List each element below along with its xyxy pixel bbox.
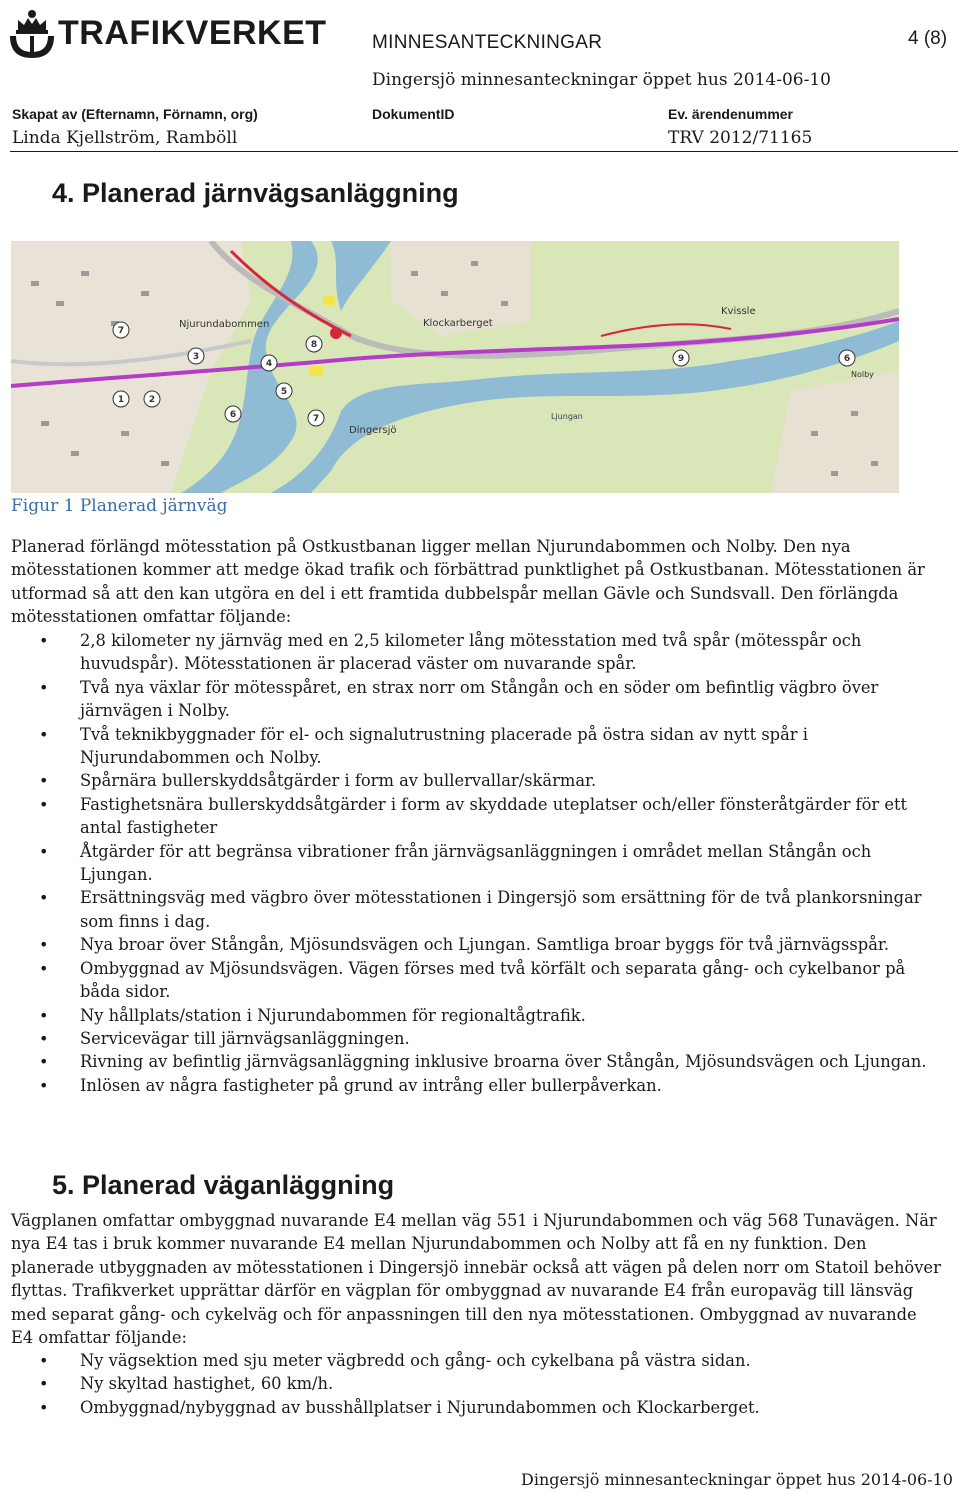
list-item: • Inlösen av några fastigheter på grund av intrång eller bullerpåverkan. — [11, 1074, 941, 1097]
list-item: • Ersättningsväg med vägbro över mötesstationen i Dingersjö som ersättning för de två plankorsningar som finns i dag. — [11, 886, 941, 933]
svg-text:7: 7 — [117, 326, 125, 336]
map-label-njurundabommen: Njurundabommen — [179, 319, 270, 330]
map-marker — [673, 350, 689, 366]
logo-wordmark: TRAFIKVERKET — [58, 14, 327, 52]
list-item: • Rivning av befintlig järnvägsanläggning inklusive broarna över Stångån, Mjösundsvägen och Ljungan. — [11, 1050, 941, 1073]
document-type: MINNESANTECKNINGAR — [372, 32, 603, 53]
map-marker — [188, 348, 204, 364]
map-label-dingersjo: Dingersjö — [349, 425, 397, 436]
list-item: • Ombyggnad/nybyggnad av busshållplatser i Njurundabommen och Klockarberget. — [11, 1396, 941, 1419]
map-marker — [113, 391, 129, 407]
railway-map-image — [11, 241, 899, 493]
svg-text:9: 9 — [677, 354, 685, 364]
svg-text:4: 4 — [265, 359, 273, 369]
svg-text:5: 5 — [280, 387, 288, 397]
created-by-label: Skapat av (Efternamn, Förnamn, org) — [12, 106, 258, 122]
map-label-nolby: Nolby — [851, 370, 874, 379]
list-item: • Fastighetsnära bullerskyddsåtgärder i form av skyddade uteplatser och/eller fönsteråtgärder för ett antal fastigheter — [11, 793, 941, 840]
list-item: • Nya broar över Stångån, Mjösundsvägen och Ljungan. Samtliga broar byggs för två järnvägsspår. — [11, 933, 941, 956]
case-number-label: Ev. ärendenummer — [668, 106, 794, 122]
list-item: • Servicevägar till järnvägsanläggningen. — [11, 1027, 941, 1050]
section-4-list — [11, 629, 941, 1097]
document-id-label: DokumentID — [372, 106, 455, 122]
page-footer: Dingersjö minnesanteckningar öppet hus 2014-06-10 — [521, 1470, 953, 1489]
section-5-list — [11, 1349, 941, 1419]
map-marker — [261, 355, 277, 371]
list-item: • Spårnära bullerskyddsåtgärder i form av bullervallar/skärmar. — [11, 769, 941, 792]
svg-text:8: 8 — [310, 340, 318, 350]
svg-text:2: 2 — [148, 395, 156, 405]
svg-text:3: 3 — [192, 352, 200, 362]
section-4-title: Planerad järnvägsanläggning — [82, 178, 459, 208]
header-divider — [10, 151, 958, 152]
map-label-ljungan: Ljungan — [551, 412, 583, 421]
list-item: • Åtgärder för att begränsa vibrationer från järnvägsanläggningen i området mellan Stångån och Ljungan. — [11, 840, 941, 887]
list-item: • Ny vägsektion med sju meter vägbredd och gång- och cykelbana på västra sidan. — [11, 1349, 941, 1372]
section-4-intro: Planerad förlängd mötesstation på Ostkustbanan ligger mellan Njurundabommen och Nolby. Den nya mötesstationen kommer att medge ökad trafik och förbättrad punktlighet på Ostkustbanan. Mötesstationen är utformad så att den kan utgöra en del i ett framtida dubbelspår mellan Gävle och Sundsvall. Den förlängda mötesstationen omfattar följande: — [11, 537, 925, 627]
map-marker — [839, 350, 855, 366]
svg-text:6: 6 — [843, 354, 851, 364]
list-item: • Två nya växlar för mötesspåret, en strax norr om Stångån och en söder om befintlig vägbro över järnvägen i Nolby. — [11, 676, 941, 723]
section-5-title: Planerad väganläggning — [82, 1170, 395, 1200]
map-label-kvissle: Kvissle — [721, 306, 756, 317]
created-by-value: Linda Kjellström, Ramböll — [12, 128, 238, 148]
figure-caption: Figur 1 Planerad järnväg — [11, 496, 228, 516]
section-5-intro: Vägplanen omfattar ombyggnad nuvarande E4 mellan väg 551 i Njurundabommen och väg 568 Tunavägen. När nya E4 tas i bruk kommer nuvarande E4 mellan Njurundabommen och Nolby att få en ny funktion. Den planerade utbyggnaden av mötesstationen i Dingersjö innebär också att vägen på delen norr om Statoil behöver flyttas. Trafikverket upprättar därför en vägplan för ombyggnad av nuvarande E4 från europaväg till länsväg med separat gång- och cykelväg och för anpassningen till den nya mötesstationen. Ombyggnad av nuvarande E4 omfattar följande: — [11, 1211, 941, 1348]
map-label-klockarberget: Klockarberget — [423, 318, 493, 329]
svg-text:6: 6 — [229, 410, 237, 420]
list-item: • Ombyggnad av Mjösundsvägen. Vägen förses med två körfält och separata gång- och cykelbanor på båda sidor. — [11, 957, 941, 1004]
crown-emblem-icon — [4, 6, 60, 64]
section-5-number: 5. — [52, 1170, 75, 1200]
section-4-heading — [52, 178, 459, 209]
railway-map — [11, 241, 899, 493]
case-number-value: TRV 2012/71165 — [668, 128, 813, 148]
map-marker — [144, 391, 160, 407]
map-marker — [113, 322, 129, 338]
map-marker — [225, 406, 241, 422]
list-item: • Ny hållplats/station i Njurundabommen för regionaltågtrafik. — [11, 1004, 941, 1027]
list-item: • 2,8 kilometer ny järnväg med en 2,5 kilometer lång mötesstation med två spår (mötesspår och huvudspår). Mötesstationen är placerad väster om nuvarande spår. — [11, 629, 941, 676]
section-4-number: 4. — [52, 178, 75, 208]
map-marker — [308, 410, 324, 426]
map-marker — [276, 383, 292, 399]
svg-text:7: 7 — [312, 414, 320, 424]
page-number: 4 (8) — [908, 28, 948, 49]
svg-text:1: 1 — [117, 395, 125, 405]
section-5-heading — [52, 1170, 394, 1201]
list-item: • Två teknikbyggnader för el- och signalutrustning placerade på östra sidan av nytt spår i Njurundabommen och Nolby. — [11, 723, 941, 770]
document-subtitle: Dingersjö minnesanteckningar öppet hus 2014-06-10 — [372, 70, 831, 90]
list-item: • Ny skyltad hastighet, 60 km/h. — [11, 1372, 941, 1395]
map-marker — [306, 336, 322, 352]
